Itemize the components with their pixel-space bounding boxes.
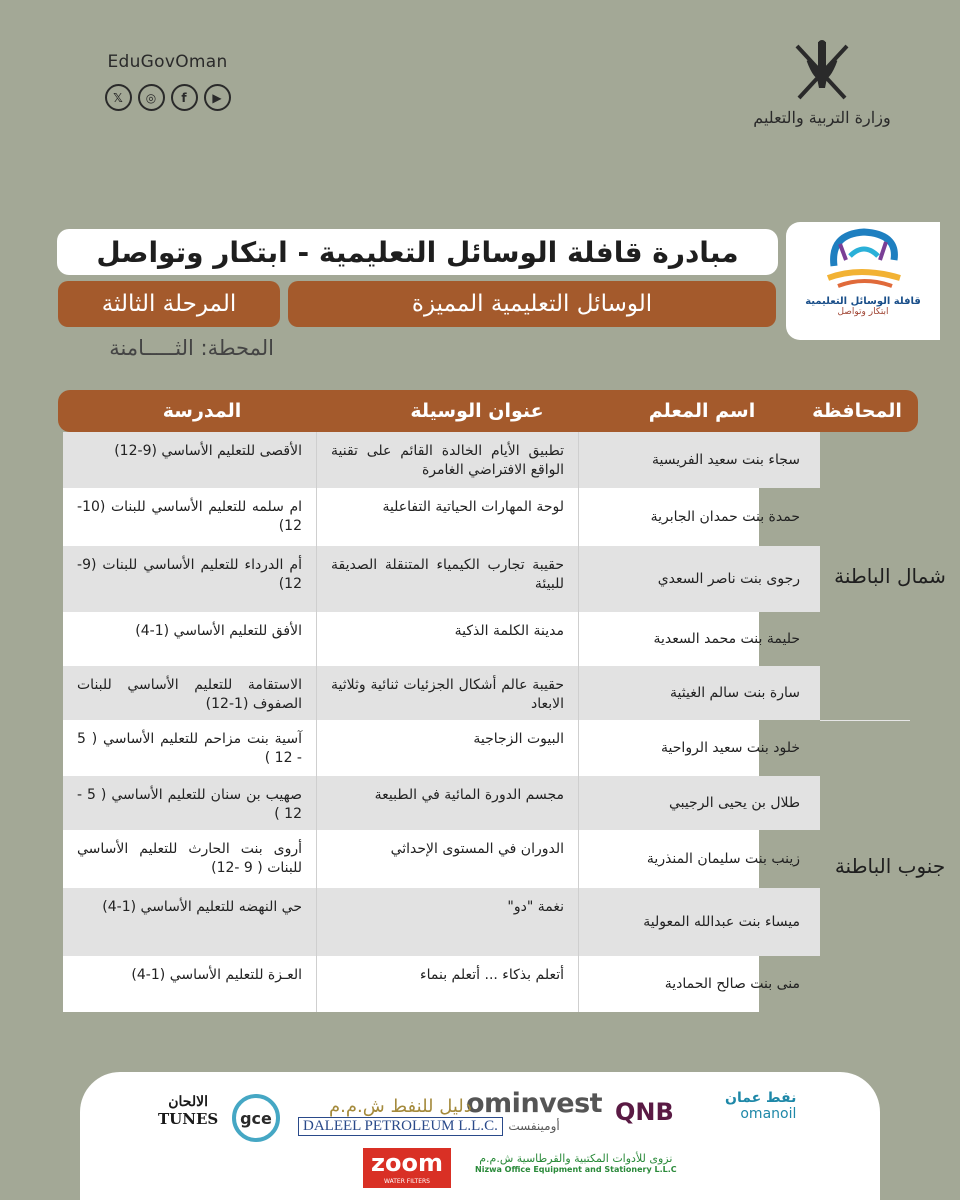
teacher-name: حمدة بنت حمدان الجابرية	[650, 508, 800, 525]
teacher-name: زينب بنت سليمان المنذرية	[646, 850, 800, 867]
page-title: مبادرة قافلة الوسائل التعليمية - ابتكار وتواصل	[57, 229, 778, 275]
tool-title: الدوران في المستوى الإحداثي	[390, 841, 564, 857]
sponsor-gce: gce	[232, 1094, 280, 1142]
zoom-name: zoom	[371, 1149, 443, 1177]
oman-emblem-icon	[787, 38, 857, 106]
tool-title: حقيبة عالم أشكال الجزئيات ثنائية وثلاثية الابعاد	[331, 677, 564, 712]
header-governorate: المحافظة	[812, 400, 902, 422]
facebook-icon[interactable]: f	[171, 84, 198, 111]
daleel-english: DALEEL PETROLEUM L.L.C.	[298, 1117, 503, 1136]
tool-title: حقيبة تجارب الكيمياء المتنقلة الصديقة للبيئة	[331, 557, 564, 592]
caravan-tagline: ابتكار وتواصل	[837, 307, 889, 317]
omanoil-arabic: نفط عمان	[725, 1090, 797, 1106]
nizwa-arabic: نزوى للأدوات المكتبية والقرطاسية ش.م.م	[479, 1152, 673, 1165]
subtitle-tools: الوسائل التعليمية المميزة	[288, 281, 776, 327]
header-school: المدرسة	[162, 400, 242, 422]
sponsor-tunes	[158, 1094, 218, 1128]
sponsor-nizwa	[475, 1152, 677, 1174]
tool-title: مدينة الكلمة الذكية	[454, 623, 564, 639]
ominvest-english: ominvest	[466, 1088, 603, 1119]
tool-title: نغمة "دو"	[507, 899, 564, 915]
table-row	[63, 956, 820, 1012]
table-row	[63, 888, 820, 956]
tool-title: البيوت الزجاجية	[473, 731, 564, 747]
school-name: آسية بنت مزاحم للتعليم الأساسي ( 5 - 12 )	[77, 731, 302, 766]
caravan-logo	[786, 222, 940, 340]
teacher-name: رجوى بنت ناصر السعدي	[657, 570, 800, 587]
school-name: حي النهضه للتعليم الأساسي (1-4)	[102, 899, 302, 915]
brand-handle: EduGovOman	[107, 52, 228, 72]
school-name: أم الدرداء للتعليم الأساسي للبنات (9-12)	[77, 557, 302, 592]
sponsor-qnb: QNB	[615, 1098, 674, 1126]
governorate-north-batinah: شمال الباطنة	[834, 564, 946, 588]
daleel-arabic: دليل للنفط ش.م.م	[329, 1096, 472, 1117]
ministry-logo	[752, 38, 892, 148]
tool-title: أتعلم بذكاء ... أتعلم بنماء	[420, 967, 564, 983]
station-label: المحطة: الثـــــامنة	[109, 336, 274, 360]
table-row	[63, 488, 820, 546]
table-row	[63, 720, 820, 776]
social-links	[100, 84, 235, 111]
omanoil-english: omanoil	[740, 1106, 797, 1122]
table-row	[63, 432, 820, 488]
table-row	[63, 612, 820, 666]
teacher-name: ميساء بنت عبدالله المعولية	[643, 913, 800, 930]
sponsors-panel	[80, 1072, 880, 1200]
table-row	[63, 776, 820, 830]
sponsor-zoom	[363, 1148, 451, 1188]
table-row	[63, 546, 820, 612]
tool-title: لوحة المهارات الحياتية التفاعلية	[382, 499, 564, 515]
school-name: ام سلمه للتعليم الأساسي للبنات (10-12)	[77, 499, 302, 534]
nizwa-english: Nizwa Office Equipment and Stationery L.L.C	[475, 1165, 677, 1174]
school-name: العـزة للتعليم الأساسي (1-4)	[131, 967, 302, 983]
tool-title: مجسم الدورة المائية في الطبيعة	[374, 787, 564, 803]
header-teacher: اسم المعلم	[648, 400, 756, 422]
ministry-name: وزارة التربية والتعليم	[753, 108, 891, 127]
subtitle-stage: المرحلة الثالثة	[58, 281, 280, 327]
teacher-name: سجاء بنت سعيد الفريسية	[652, 451, 800, 468]
teacher-name: حليمة بنت محمد السعدية	[653, 630, 800, 647]
teacher-name: منى بنت صالح الحمادية	[664, 975, 800, 992]
tunes-arabic: الالحان	[168, 1094, 208, 1110]
caravan-name: قافلة الوسائل التعليمية	[805, 296, 921, 307]
governorate-south-batinah: جنوب الباطنة	[834, 854, 946, 878]
header-tool: عنوان الوسيلة	[410, 400, 544, 422]
teacher-name: سارة بنت سالم الغيثية	[670, 684, 800, 701]
table-header	[58, 390, 918, 432]
tunes-english: TUNES	[158, 1110, 219, 1128]
table-row	[63, 666, 820, 720]
table-row	[63, 830, 820, 888]
brand-block	[100, 52, 235, 111]
zoom-sub: WATER FILTERS	[384, 1178, 430, 1185]
caravan-emblem-icon	[820, 226, 906, 296]
school-name: أروى بنت الحارث للتعليم الأساسي للبنات ( 9 -12)	[77, 841, 302, 876]
school-name: الأقصى للتعليم الأساسي (9-12)	[114, 443, 302, 459]
ominvest-arabic: أومينفست	[508, 1119, 560, 1133]
sponsor-daleel	[298, 1096, 503, 1136]
tool-title: تطبيق الأيام الخالدة القائم على تقنية الواقع الافتراضي الغامرة	[331, 443, 564, 478]
school-name: صهيب بن سنان للتعليم الأساسي ( 5 - 12 )	[77, 787, 302, 822]
youtube-icon[interactable]: ▶	[204, 84, 231, 111]
school-name: الاستقامة للتعليم الأساسي للبنات الصفوف (1-12)	[77, 677, 302, 712]
school-name: الأفق للتعليم الأساسي (1-4)	[135, 623, 302, 639]
teacher-name: خلود بنت سعيد الرواحية	[661, 739, 800, 756]
instagram-icon[interactable]: ◎	[138, 84, 165, 111]
teacher-name: طلال بن يحيى الرجيبي	[668, 794, 800, 811]
sponsor-omanoil	[725, 1090, 796, 1122]
x-icon[interactable]: 𝕏	[105, 84, 132, 111]
